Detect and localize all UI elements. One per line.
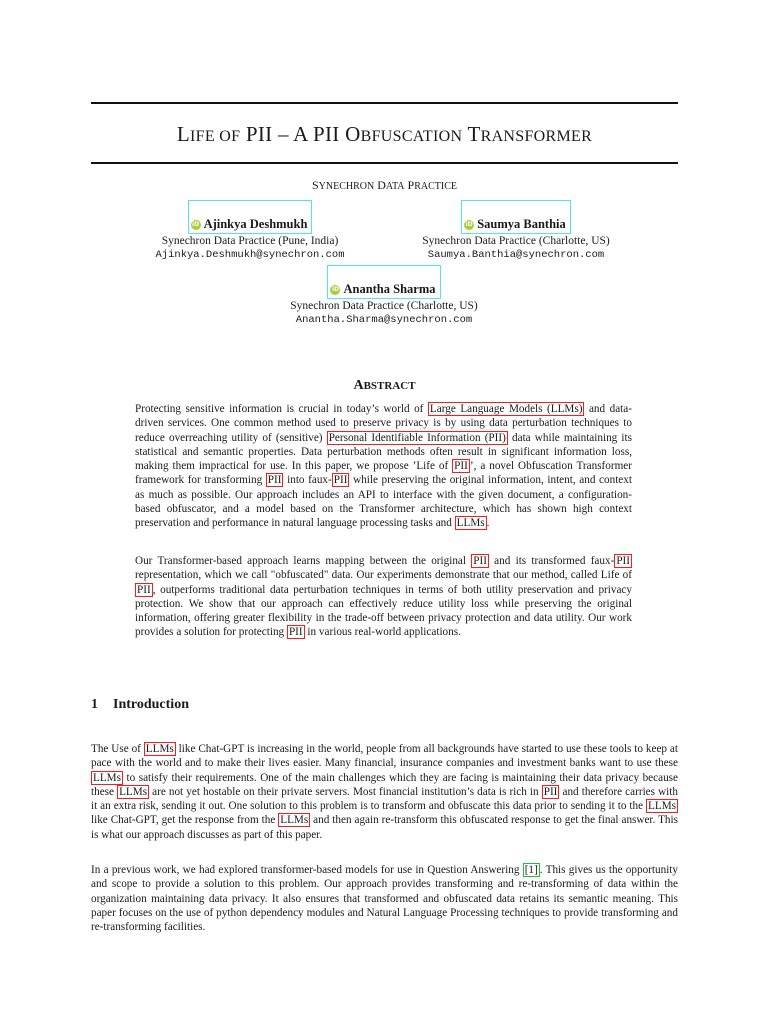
acronym-link-llms[interactable]: LLMs <box>456 517 485 530</box>
introduction-paragraph-2: In a previous work, we had explored transformer-based models for use in Question Answering [1] . This gives us the opportunity and scope to provide a solution to this problem. Our approach provides transforming and re-transforming of data within the organization maintaining data privacy. It also ensures that transformed and obfuscated data retains its semantic meaning. This paper focuses on the use of python dependency modules and Natural Language Processing techniques to provide transforming and re-transforming facilities. <box>91 864 679 934</box>
author-name-link[interactable]: iD Ajinkya Deshmukh <box>188 200 313 234</box>
author-email[interactable]: Ajinkya.Deshmukh@synechron.com <box>155 249 345 261</box>
author-block-deshmukh <box>140 200 360 262</box>
orcid-icon[interactable]: iD <box>465 221 473 229</box>
citation-link[interactable]: [1] <box>524 864 538 876</box>
author-block-sharma <box>272 265 496 327</box>
abstract-heading: ABSTRACT <box>353 378 416 393</box>
acronym-link-pii[interactable]: PII <box>137 583 151 596</box>
author-email[interactable]: Anantha.Sharma@synechron.com <box>295 314 473 326</box>
acronym-link-pii[interactable]: PII <box>288 626 303 639</box>
author-affiliation: Synechron Data Practice (Pune, India) <box>161 235 339 247</box>
author-affiliation: Synechron Data Practice (Charlotte, US) <box>422 235 610 247</box>
acronym-link-pii[interactable]: PII <box>454 460 468 473</box>
acronym-link-pii[interactable]: PII <box>267 474 282 487</box>
acronym-link-llms[interactable]: Large Language Models (LLMs) <box>429 403 583 415</box>
abstract-paragraph-2: Our Transformer-based approach learns mapping between the original PII and its transformed faux- PII representation, which we call "obfuscated" data. Our experiments demonstrate that our method, called Life of PII , outperforms traditional data perturbation techniques in terms of both utility preservation and privacy protection. We show that our approach can effectively reduce utility loss while preserving the original information, offering greater flexibility in the trade-off between privacy protection and data utility. Our work provides a solution for protecting PII in various real-world applications. <box>135 555 632 639</box>
author-affiliation: Synechron Data Practice (Charlotte, US) <box>290 300 478 312</box>
author-name-link[interactable]: iD Saumya Banthia <box>461 200 571 234</box>
title-bottom-rule <box>91 162 678 164</box>
orcid-icon[interactable]: iD <box>192 221 200 229</box>
author-email[interactable]: Saumya.Banthia@synechron.com <box>427 249 605 261</box>
acronym-link-llms[interactable]: LLMs <box>648 800 676 813</box>
acronym-link-llms[interactable]: LLMs <box>280 814 309 827</box>
acronym-link-pii[interactable]: PII <box>333 474 348 487</box>
acronym-link-pii[interactable]: Personal Identifiable Information (PII) <box>328 431 506 444</box>
acronym-link-llms[interactable]: LLMs <box>93 771 121 784</box>
orcid-icon[interactable]: iD <box>331 286 339 294</box>
section-heading-introduction: 1 Introduction <box>91 697 189 712</box>
introduction-paragraph-1: The Use of LLMs like Chat-GPT is increasing in the world, people from all backgrounds have started to use these tools to keep at pace with the world and to make their lives easier. Many financial, insurance companies and investment banks want to use these LLMs to satisfy their requirements. One of the main challenges which they are facing is maintaining their data privacy because these LLMs are not yet hostable on their private servers. Most financial institution’s data is rich in PII and therefore carries with it an extra risk, sending it out. One solution to this problem is to transform and obfuscate this data prior to sending it to the LLMs like Chat-GPT, get the response from the LLMs and then again re-transform this obfuscated response to get the final answer. This is what our approach discusses as part of this paper. <box>91 743 678 841</box>
acronym-link-pii[interactable]: PII <box>543 785 558 798</box>
author-block-banthia <box>405 200 627 262</box>
title-top-rule <box>91 102 678 104</box>
author-name-link[interactable]: iD Anantha Sharma <box>327 265 440 299</box>
acronym-link-pii[interactable]: PII <box>616 555 630 567</box>
paper-title: LIFE OF PII – A PII OBFUSCATION TRANSFORMER <box>176 122 593 146</box>
abstract-paragraph-1: Protecting sensitive information is crucial in today’s world of Large Language Models (LLMs) and data-driven services. One common method used to preserve privacy is by using data perturbation techniques to reduce overreaching utility of (sensitive) Personal Identifiable Information (PII) data while maintaining its statistical and semantic properties. Data perturbation methods often result in significant information loss, making them impractical for use. In this paper, we propose ’Life of PII ’, a novel Obfuscation Transformer framework for transforming PII into faux- PII while preserving the original information, intent, and context as much as possible. Our approach includes an API to interface with the given document, a configuration-based obfuscator, and a model based on the Transformer architecture, which has shown high context preservation and performance in natural language processing tasks and LLMs . <box>135 403 633 530</box>
affiliation-heading: SYNECHRON DATA PRACTICE <box>311 178 458 192</box>
acronym-link-llms[interactable]: LLMs <box>119 785 148 798</box>
acronym-link-pii[interactable]: PII <box>473 555 487 567</box>
acronym-link-llms[interactable]: LLMs <box>145 743 174 755</box>
